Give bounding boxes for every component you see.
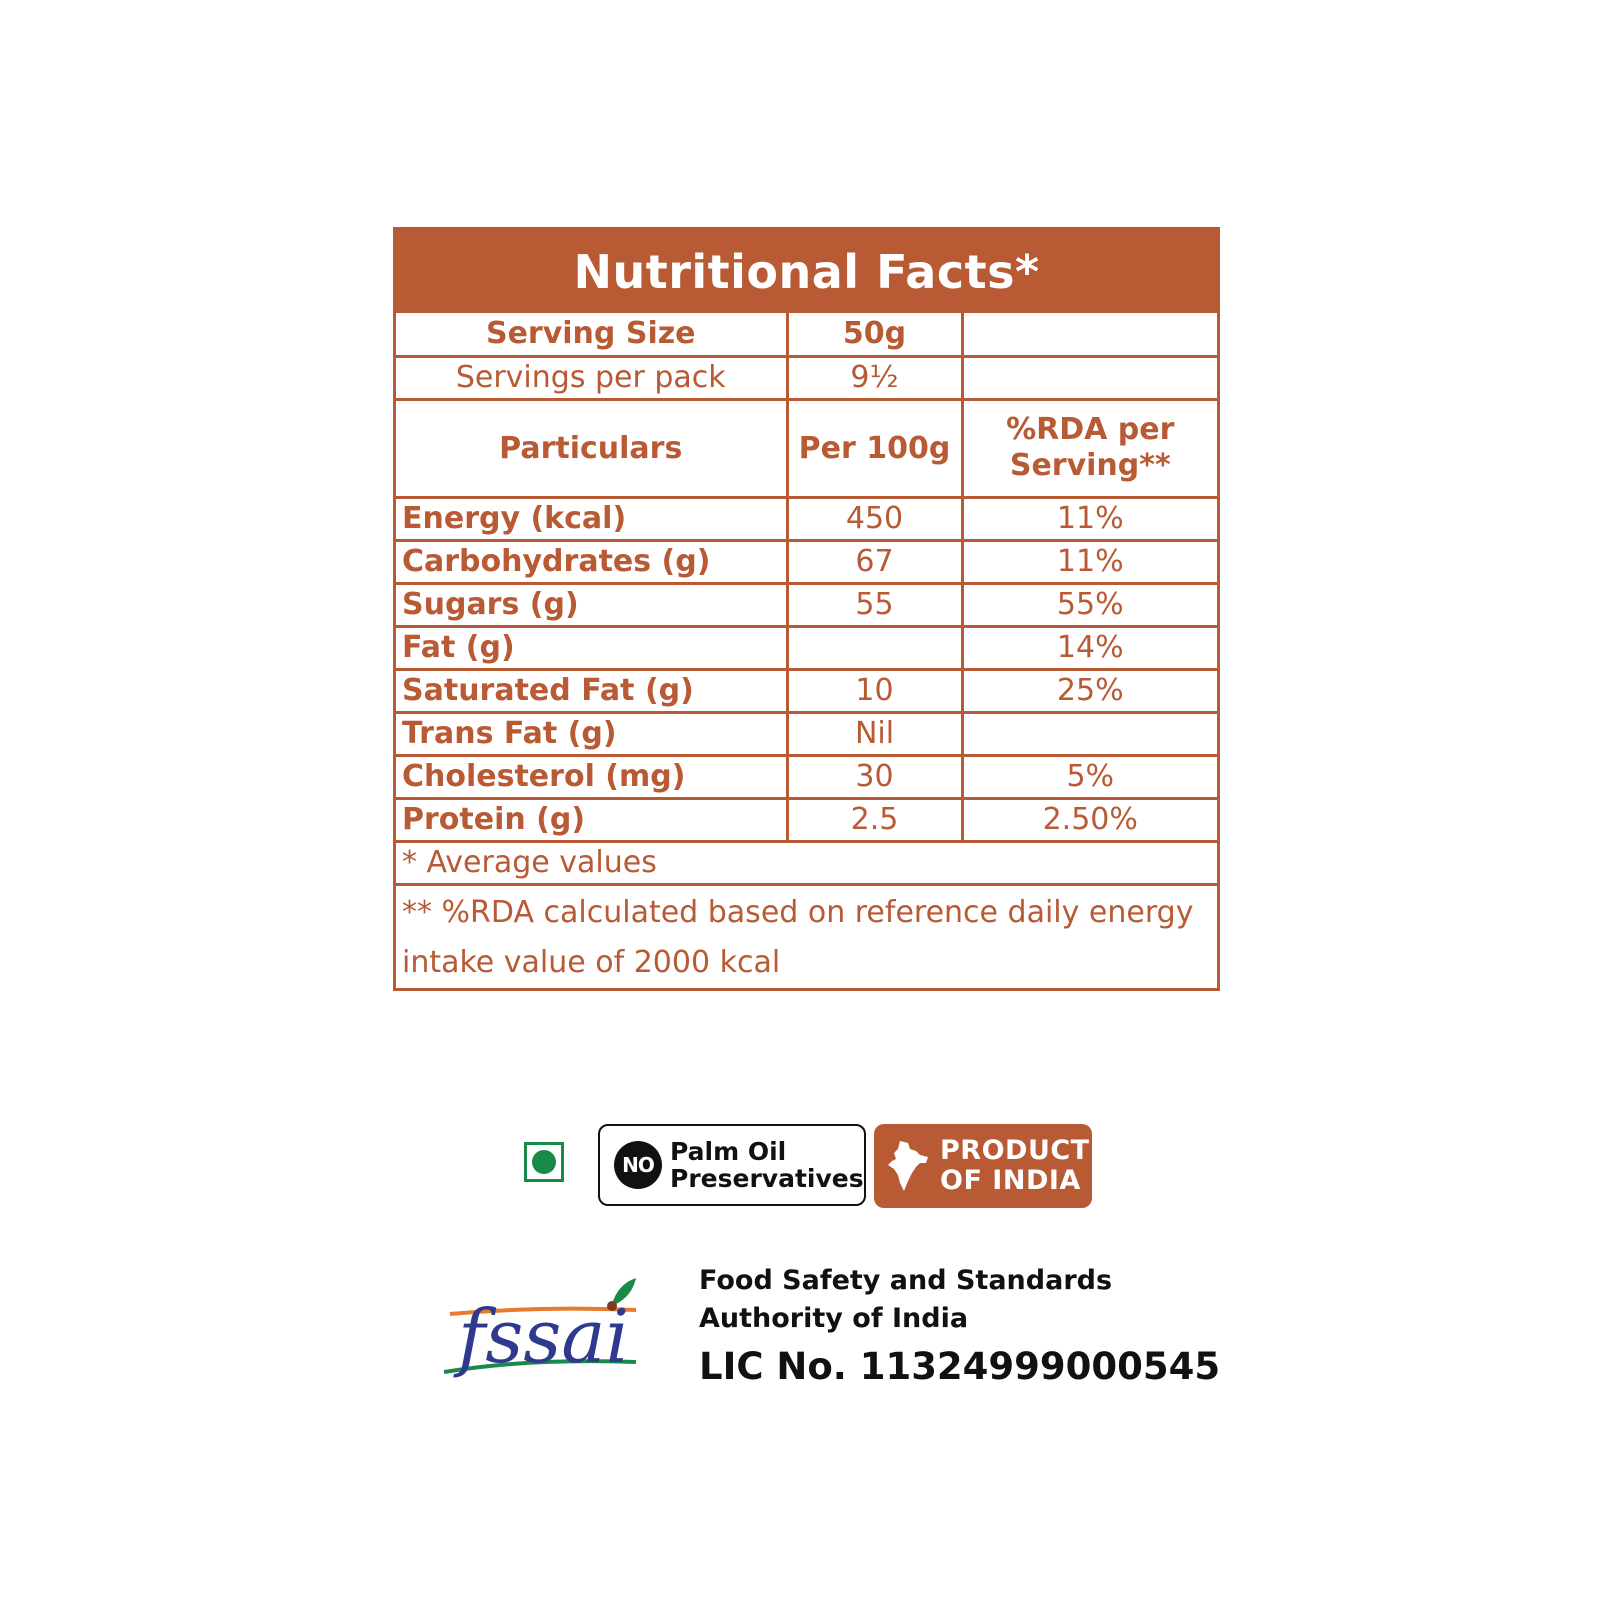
nutrient-name: Fat (g) [396,626,787,669]
table-row [396,497,1217,540]
nutrient-rda: 25% [962,669,1217,712]
empty-cell [962,313,1217,356]
nutrient-name: Carbohydrates (g) [396,540,787,583]
nutrient-per-100g: 67 [787,540,962,583]
badge-strip [0,1124,1600,1208]
serving-size-value: 50g [787,313,962,356]
fssai-line1: Food Safety and Standards [699,1265,1113,1296]
header-particulars: Particulars [396,399,787,497]
fssai-logo [440,1270,650,1380]
nutrition-table [396,313,1217,988]
header-rda: %RDA per Serving** [962,399,1217,497]
nutrient-name: Cholesterol (mg) [396,755,787,798]
servings-per-pack-row [396,356,1217,399]
fssai-line2: Authority of India [699,1303,969,1334]
table-row [396,669,1217,712]
product-of-india-badge [874,1124,1092,1208]
nutrient-rda: 11% [962,540,1217,583]
nutrient-per-100g: 450 [787,497,962,540]
no-circle-icon: NO [614,1141,662,1189]
table-row [396,798,1217,841]
header-per-100g: Per 100g [787,399,962,497]
nutrient-name: Trans Fat (g) [396,712,787,755]
table-row [396,583,1217,626]
nutrient-per-100g: 55 [787,583,962,626]
table-row [396,712,1217,755]
fssai-info [699,1262,1220,1392]
serving-size-label: Serving Size [396,313,787,356]
nutrition-facts-panel [393,227,1220,991]
empty-cell [962,356,1217,399]
footnote-rda: ** %RDA calculated based on reference daily energy intake value of 2000 kcal [396,884,1217,988]
no-palm-line1: Palm Oil [670,1137,787,1166]
veg-dot [532,1150,556,1174]
table-row [396,626,1217,669]
nutrient-rda: 14% [962,626,1217,669]
nutrient-per-100g: 2.5 [787,798,962,841]
serving-size-row [396,313,1217,356]
no-palm-oil-badge [598,1124,866,1206]
footnote-row [396,884,1217,988]
veg-symbol-icon [524,1142,564,1182]
india-map-icon [886,1139,930,1193]
nutrient-name: Saturated Fat (g) [396,669,787,712]
nutrient-rda: 5% [962,755,1217,798]
nutrient-per-100g: 10 [787,669,962,712]
column-header-row [396,399,1217,497]
table-row [396,755,1217,798]
india-line2: OF INDIA [940,1165,1081,1196]
product-of-india-text [940,1136,1090,1196]
nutrient-rda: 11% [962,497,1217,540]
nutrient-rda [962,712,1217,755]
panel-title: Nutritional Facts* [396,230,1217,313]
nutrient-per-100g: Nil [787,712,962,755]
servings-per-pack-value: 9½ [787,356,962,399]
nutrient-name: Energy (kcal) [396,497,787,540]
fssai-logo-text: fssai [458,1294,630,1380]
nutrient-name: Protein (g) [396,798,787,841]
nutrient-per-100g: 30 [787,755,962,798]
nutrient-rda: 2.50% [962,798,1217,841]
nutrient-per-100g [787,626,962,669]
nutrient-name: Sugars (g) [396,583,787,626]
table-row [396,540,1217,583]
no-palm-line2: Preservatives [670,1164,864,1193]
india-line1: PRODUCT [940,1135,1090,1166]
footnote-average: * Average values [396,841,1217,884]
footnote-row [396,841,1217,884]
nutrient-rda: 55% [962,583,1217,626]
license-number: LIC No. 11324999000545 [699,1345,1221,1388]
no-palm-text [670,1138,864,1192]
servings-per-pack-label: Servings per pack [396,356,787,399]
